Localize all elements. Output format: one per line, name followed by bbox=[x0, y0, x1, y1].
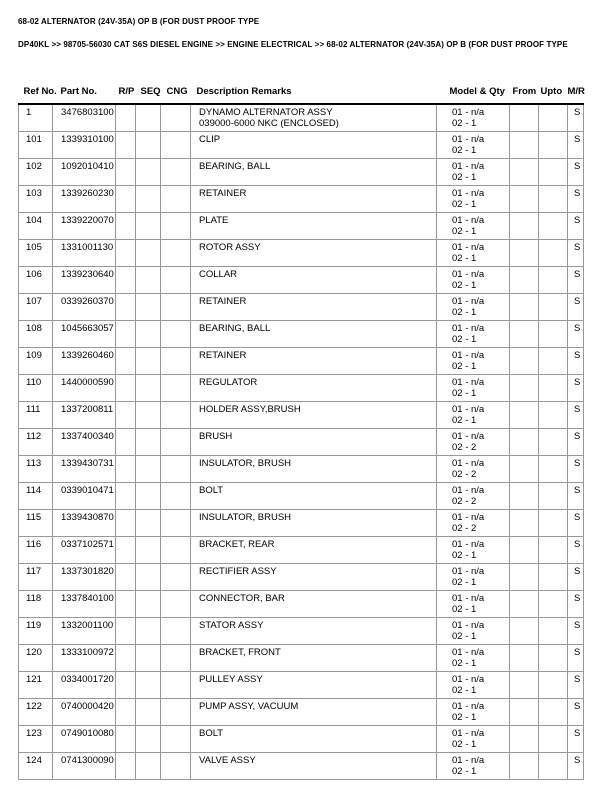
column-header-model-qty: Model & Qty bbox=[437, 84, 510, 104]
cell-rp bbox=[116, 753, 136, 780]
cell-mr: S bbox=[568, 132, 584, 159]
cell-upto bbox=[539, 456, 568, 483]
table-row bbox=[19, 159, 584, 186]
cell-part-no: 0334001720 bbox=[53, 672, 116, 699]
cell-cng bbox=[161, 104, 191, 132]
cell-description: BRACKET, REAR bbox=[191, 537, 437, 564]
cell-description: BEARING, BALL bbox=[191, 159, 437, 186]
cell-rp bbox=[116, 456, 136, 483]
cell-rp bbox=[116, 645, 136, 672]
cell-rp bbox=[116, 348, 136, 375]
cell-part-no: 1339260230 bbox=[53, 186, 116, 213]
cell-cng bbox=[161, 402, 191, 429]
cell-rp bbox=[116, 672, 136, 699]
cell-upto bbox=[539, 402, 568, 429]
cell-seq bbox=[136, 618, 161, 645]
cell-ref-no: 123 bbox=[19, 726, 53, 753]
cell-cng bbox=[161, 699, 191, 726]
cell-description: HOLDER ASSY,BRUSH bbox=[191, 402, 437, 429]
cell-model-qty: 01 - n/a 02 - 1 bbox=[437, 375, 510, 402]
cell-seq bbox=[136, 564, 161, 591]
cell-rp bbox=[116, 213, 136, 240]
cell-part-no: 1331001130 bbox=[53, 240, 116, 267]
cell-cng bbox=[161, 375, 191, 402]
table-row bbox=[19, 294, 584, 321]
cell-part-no: 0339010471 bbox=[53, 483, 116, 510]
cell-upto bbox=[539, 591, 568, 618]
cell-description: INSULATOR, BRUSH bbox=[191, 456, 437, 483]
cell-part-no: 1440000590 bbox=[53, 375, 116, 402]
table-row bbox=[19, 429, 584, 456]
cell-rp bbox=[116, 537, 136, 564]
cell-seq bbox=[136, 753, 161, 780]
cell-from bbox=[510, 159, 539, 186]
cell-mr: S bbox=[568, 348, 584, 375]
cell-ref-no: 115 bbox=[19, 510, 53, 537]
cell-mr: S bbox=[568, 510, 584, 537]
cell-description: ROTOR ASSY bbox=[191, 240, 437, 267]
cell-upto bbox=[539, 537, 568, 564]
cell-model-qty: 01 - n/a 02 - 2 bbox=[437, 456, 510, 483]
cell-mr: S bbox=[568, 429, 584, 456]
cell-description: BOLT bbox=[191, 726, 437, 753]
cell-model-qty: 01 - n/a 02 - 1 bbox=[437, 537, 510, 564]
cell-part-no: 0337102571 bbox=[53, 537, 116, 564]
breadcrumb: DP40KL >> 98705-56030 CAT S6S DIESEL ENGINE >> ENGINE ELECTRICAL >> 68-02 ALTERNATOR (24V-35A) OP B (FOR DUST PROOF TYPE bbox=[18, 40, 568, 49]
cell-model-qty: 01 - n/a 02 - 1 bbox=[437, 213, 510, 240]
cell-part-no: 1045663057 bbox=[53, 321, 116, 348]
cell-part-no: 1339260460 bbox=[53, 348, 116, 375]
column-header-ref-no: Ref No. bbox=[19, 84, 53, 104]
cell-ref-no: 107 bbox=[19, 294, 53, 321]
cell-from bbox=[510, 132, 539, 159]
cell-part-no: 1339430731 bbox=[53, 456, 116, 483]
cell-upto bbox=[539, 321, 568, 348]
cell-part-no: 1092010410 bbox=[53, 159, 116, 186]
cell-model-qty: 01 - n/a 02 - 1 bbox=[437, 645, 510, 672]
cell-upto bbox=[539, 132, 568, 159]
table-row bbox=[19, 510, 584, 537]
column-header-mr: M/R bbox=[568, 84, 584, 104]
cell-mr: S bbox=[568, 104, 584, 132]
cell-model-qty: 01 - n/a 02 - 1 bbox=[437, 618, 510, 645]
cell-mr: S bbox=[568, 267, 584, 294]
cell-seq bbox=[136, 726, 161, 753]
cell-upto bbox=[539, 726, 568, 753]
cell-seq bbox=[136, 159, 161, 186]
cell-upto bbox=[539, 375, 568, 402]
cell-upto bbox=[539, 348, 568, 375]
cell-seq bbox=[136, 186, 161, 213]
cell-ref-no: 103 bbox=[19, 186, 53, 213]
cell-description: VALVE ASSY bbox=[191, 753, 437, 780]
cell-rp bbox=[116, 591, 136, 618]
cell-upto bbox=[539, 294, 568, 321]
page-title: 68-02 ALTERNATOR (24V-35A) OP B (FOR DUST PROOF TYPE bbox=[18, 17, 260, 26]
table-row bbox=[19, 591, 584, 618]
cell-model-qty: 01 - n/a 02 - 1 bbox=[437, 753, 510, 780]
cell-cng bbox=[161, 618, 191, 645]
cell-model-qty: 01 - n/a 02 - 2 bbox=[437, 510, 510, 537]
cell-mr: S bbox=[568, 402, 584, 429]
cell-model-qty: 01 - n/a 02 - 1 bbox=[437, 321, 510, 348]
cell-ref-no: 113 bbox=[19, 456, 53, 483]
cell-part-no: 3476803100 bbox=[53, 104, 116, 132]
cell-from bbox=[510, 753, 539, 780]
cell-ref-no: 108 bbox=[19, 321, 53, 348]
cell-mr: S bbox=[568, 726, 584, 753]
cell-description: BRUSH bbox=[191, 429, 437, 456]
cell-part-no: 1339220070 bbox=[53, 213, 116, 240]
cell-upto bbox=[539, 699, 568, 726]
cell-mr: S bbox=[568, 186, 584, 213]
cell-mr: S bbox=[568, 456, 584, 483]
cell-cng bbox=[161, 456, 191, 483]
cell-from bbox=[510, 321, 539, 348]
table-row bbox=[19, 456, 584, 483]
cell-ref-no: 122 bbox=[19, 699, 53, 726]
cell-part-no: 1339430870 bbox=[53, 510, 116, 537]
cell-rp bbox=[116, 402, 136, 429]
cell-rp bbox=[116, 726, 136, 753]
cell-from bbox=[510, 564, 539, 591]
cell-from bbox=[510, 402, 539, 429]
cell-upto bbox=[539, 104, 568, 132]
cell-from bbox=[510, 645, 539, 672]
cell-description: CLIP bbox=[191, 132, 437, 159]
cell-from bbox=[510, 726, 539, 753]
cell-part-no: 0339260370 bbox=[53, 294, 116, 321]
cell-rp bbox=[116, 104, 136, 132]
cell-from bbox=[510, 699, 539, 726]
cell-seq bbox=[136, 591, 161, 618]
cell-rp bbox=[116, 429, 136, 456]
cell-mr: S bbox=[568, 321, 584, 348]
cell-description: BEARING, BALL bbox=[191, 321, 437, 348]
cell-part-no: 1332001100 bbox=[53, 618, 116, 645]
cell-from bbox=[510, 294, 539, 321]
cell-ref-no: 109 bbox=[19, 348, 53, 375]
cell-cng bbox=[161, 132, 191, 159]
cell-ref-no: 118 bbox=[19, 591, 53, 618]
table-row bbox=[19, 132, 584, 159]
cell-cng bbox=[161, 321, 191, 348]
cell-seq bbox=[136, 456, 161, 483]
header-row bbox=[19, 84, 584, 104]
cell-ref-no: 121 bbox=[19, 672, 53, 699]
cell-cng bbox=[161, 429, 191, 456]
cell-rp bbox=[116, 267, 136, 294]
cell-cng bbox=[161, 510, 191, 537]
column-header-description: Description Remarks bbox=[191, 84, 437, 104]
cell-ref-no: 119 bbox=[19, 618, 53, 645]
cell-upto bbox=[539, 159, 568, 186]
cell-part-no: 0740000420 bbox=[53, 699, 116, 726]
cell-upto bbox=[539, 483, 568, 510]
cell-from bbox=[510, 672, 539, 699]
table-row bbox=[19, 726, 584, 753]
cell-from bbox=[510, 537, 539, 564]
cell-cng bbox=[161, 213, 191, 240]
cell-rp bbox=[116, 564, 136, 591]
table-row bbox=[19, 348, 584, 375]
cell-mr: S bbox=[568, 213, 584, 240]
cell-rp bbox=[116, 483, 136, 510]
cell-ref-no: 1 bbox=[19, 104, 53, 132]
cell-upto bbox=[539, 564, 568, 591]
cell-upto bbox=[539, 186, 568, 213]
cell-part-no: 1337400340 bbox=[53, 429, 116, 456]
cell-from bbox=[510, 375, 539, 402]
table-row bbox=[19, 537, 584, 564]
cell-rp bbox=[116, 294, 136, 321]
cell-seq bbox=[136, 321, 161, 348]
table-row bbox=[19, 240, 584, 267]
cell-model-qty: 01 - n/a 02 - 1 bbox=[437, 186, 510, 213]
cell-from bbox=[510, 618, 539, 645]
cell-ref-no: 120 bbox=[19, 645, 53, 672]
cell-cng bbox=[161, 564, 191, 591]
cell-seq bbox=[136, 294, 161, 321]
cell-ref-no: 116 bbox=[19, 537, 53, 564]
cell-description: PLATE bbox=[191, 213, 437, 240]
cell-upto bbox=[539, 618, 568, 645]
column-header-cng: CNG bbox=[161, 84, 191, 104]
cell-mr: S bbox=[568, 618, 584, 645]
cell-ref-no: 117 bbox=[19, 564, 53, 591]
cell-model-qty: 01 - n/a 02 - 1 bbox=[437, 267, 510, 294]
column-header-upto: Upto bbox=[539, 84, 568, 104]
cell-ref-no: 106 bbox=[19, 267, 53, 294]
cell-part-no: 1337301820 bbox=[53, 564, 116, 591]
column-header-rp: R/P bbox=[116, 84, 136, 104]
cell-part-no: 1337200811 bbox=[53, 402, 116, 429]
cell-seq bbox=[136, 645, 161, 672]
table-row bbox=[19, 186, 584, 213]
cell-part-no: 1337840100 bbox=[53, 591, 116, 618]
cell-description: RETAINER bbox=[191, 294, 437, 321]
cell-description: STATOR ASSY bbox=[191, 618, 437, 645]
cell-description: REGULATOR bbox=[191, 375, 437, 402]
cell-seq bbox=[136, 267, 161, 294]
table-row bbox=[19, 375, 584, 402]
cell-ref-no: 112 bbox=[19, 429, 53, 456]
table-row bbox=[19, 483, 584, 510]
cell-mr: S bbox=[568, 699, 584, 726]
cell-rp bbox=[116, 186, 136, 213]
cell-from bbox=[510, 348, 539, 375]
cell-from bbox=[510, 456, 539, 483]
cell-description: RECTIFIER ASSY bbox=[191, 564, 437, 591]
cell-mr: S bbox=[568, 537, 584, 564]
cell-from bbox=[510, 429, 539, 456]
cell-model-qty: 01 - n/a 02 - 1 bbox=[437, 294, 510, 321]
cell-cng bbox=[161, 159, 191, 186]
cell-description: PULLEY ASSY bbox=[191, 672, 437, 699]
cell-description: RETAINER bbox=[191, 348, 437, 375]
cell-description: PUMP ASSY, VACUUM bbox=[191, 699, 437, 726]
cell-mr: S bbox=[568, 753, 584, 780]
cell-description: DYNAMO ALTERNATOR ASSY 039000-6000 NKC (ENCLOSED) bbox=[191, 104, 437, 132]
table-row bbox=[19, 104, 584, 132]
column-header-from: From bbox=[510, 84, 539, 104]
cell-cng bbox=[161, 672, 191, 699]
cell-mr: S bbox=[568, 240, 584, 267]
cell-model-qty: 01 - n/a 02 - 1 bbox=[437, 591, 510, 618]
cell-cng bbox=[161, 267, 191, 294]
cell-description: COLLAR bbox=[191, 267, 437, 294]
cell-cng bbox=[161, 591, 191, 618]
cell-seq bbox=[136, 672, 161, 699]
cell-upto bbox=[539, 510, 568, 537]
table-row bbox=[19, 321, 584, 348]
cell-description: BOLT bbox=[191, 483, 437, 510]
cell-seq bbox=[136, 104, 161, 132]
table-row bbox=[19, 645, 584, 672]
cell-seq bbox=[136, 483, 161, 510]
cell-from bbox=[510, 267, 539, 294]
column-header-part-no: Part No. bbox=[53, 84, 116, 104]
cell-seq bbox=[136, 537, 161, 564]
cell-upto bbox=[539, 753, 568, 780]
cell-mr: S bbox=[568, 294, 584, 321]
cell-part-no: 0749010080 bbox=[53, 726, 116, 753]
cell-seq bbox=[136, 402, 161, 429]
cell-from bbox=[510, 186, 539, 213]
cell-seq bbox=[136, 699, 161, 726]
cell-from bbox=[510, 483, 539, 510]
cell-model-qty: 01 - n/a 02 - 2 bbox=[437, 429, 510, 456]
cell-seq bbox=[136, 213, 161, 240]
cell-description: INSULATOR, BRUSH bbox=[191, 510, 437, 537]
cell-upto bbox=[539, 240, 568, 267]
cell-from bbox=[510, 213, 539, 240]
cell-cng bbox=[161, 483, 191, 510]
column-header-seq: SEQ bbox=[136, 84, 161, 104]
cell-cng bbox=[161, 645, 191, 672]
table-row bbox=[19, 753, 584, 780]
cell-ref-no: 102 bbox=[19, 159, 53, 186]
cell-cng bbox=[161, 186, 191, 213]
cell-upto bbox=[539, 429, 568, 456]
cell-model-qty: 01 - n/a 02 - 1 bbox=[437, 699, 510, 726]
cell-ref-no: 110 bbox=[19, 375, 53, 402]
cell-rp bbox=[116, 618, 136, 645]
table-row bbox=[19, 618, 584, 645]
cell-part-no: 1339230640 bbox=[53, 267, 116, 294]
cell-cng bbox=[161, 726, 191, 753]
cell-mr: S bbox=[568, 591, 584, 618]
cell-seq bbox=[136, 429, 161, 456]
cell-upto bbox=[539, 267, 568, 294]
cell-ref-no: 104 bbox=[19, 213, 53, 240]
cell-mr: S bbox=[568, 564, 584, 591]
table-row bbox=[19, 213, 584, 240]
cell-rp bbox=[116, 132, 136, 159]
cell-model-qty: 01 - n/a 02 - 1 bbox=[437, 240, 510, 267]
cell-model-qty: 01 - n/a 02 - 2 bbox=[437, 483, 510, 510]
cell-rp bbox=[116, 240, 136, 267]
cell-rp bbox=[116, 159, 136, 186]
cell-part-no: 1333100972 bbox=[53, 645, 116, 672]
cell-mr: S bbox=[568, 483, 584, 510]
table-row bbox=[19, 672, 584, 699]
cell-description: CONNECTOR, BAR bbox=[191, 591, 437, 618]
table-row bbox=[19, 564, 584, 591]
cell-from bbox=[510, 510, 539, 537]
cell-model-qty: 01 - n/a 02 - 1 bbox=[437, 672, 510, 699]
cell-cng bbox=[161, 753, 191, 780]
cell-seq bbox=[136, 510, 161, 537]
cell-description: RETAINER bbox=[191, 186, 437, 213]
cell-part-no: 1339310100 bbox=[53, 132, 116, 159]
parts-table-body bbox=[19, 104, 584, 780]
cell-rp bbox=[116, 375, 136, 402]
cell-model-qty: 01 - n/a 02 - 1 bbox=[437, 159, 510, 186]
cell-cng bbox=[161, 294, 191, 321]
cell-ref-no: 101 bbox=[19, 132, 53, 159]
cell-model-qty: 01 - n/a 02 - 1 bbox=[437, 348, 510, 375]
parts-table-header bbox=[19, 84, 584, 104]
cell-cng bbox=[161, 348, 191, 375]
cell-mr: S bbox=[568, 375, 584, 402]
table-row bbox=[19, 267, 584, 294]
cell-ref-no: 111 bbox=[19, 402, 53, 429]
cell-ref-no: 105 bbox=[19, 240, 53, 267]
cell-upto bbox=[539, 213, 568, 240]
cell-seq bbox=[136, 348, 161, 375]
cell-description: BRACKET, FRONT bbox=[191, 645, 437, 672]
cell-from bbox=[510, 104, 539, 132]
cell-rp bbox=[116, 699, 136, 726]
table-row bbox=[19, 699, 584, 726]
cell-mr: S bbox=[568, 645, 584, 672]
cell-upto bbox=[539, 645, 568, 672]
cell-cng bbox=[161, 240, 191, 267]
cell-model-qty: 01 - n/a 02 - 1 bbox=[437, 726, 510, 753]
cell-part-no: 0741300090 bbox=[53, 753, 116, 780]
cell-rp bbox=[116, 321, 136, 348]
cell-seq bbox=[136, 240, 161, 267]
cell-model-qty: 01 - n/a 02 - 1 bbox=[437, 104, 510, 132]
cell-seq bbox=[136, 375, 161, 402]
cell-upto bbox=[539, 672, 568, 699]
cell-model-qty: 01 - n/a 02 - 1 bbox=[437, 402, 510, 429]
cell-cng bbox=[161, 537, 191, 564]
cell-mr: S bbox=[568, 159, 584, 186]
cell-rp bbox=[116, 510, 136, 537]
cell-ref-no: 124 bbox=[19, 753, 53, 780]
parts-table bbox=[18, 84, 584, 780]
cell-model-qty: 01 - n/a 02 - 1 bbox=[437, 132, 510, 159]
cell-from bbox=[510, 240, 539, 267]
cell-from bbox=[510, 591, 539, 618]
cell-mr: S bbox=[568, 672, 584, 699]
table-row bbox=[19, 402, 584, 429]
cell-model-qty: 01 - n/a 02 - 1 bbox=[437, 564, 510, 591]
cell-seq bbox=[136, 132, 161, 159]
cell-ref-no: 114 bbox=[19, 483, 53, 510]
